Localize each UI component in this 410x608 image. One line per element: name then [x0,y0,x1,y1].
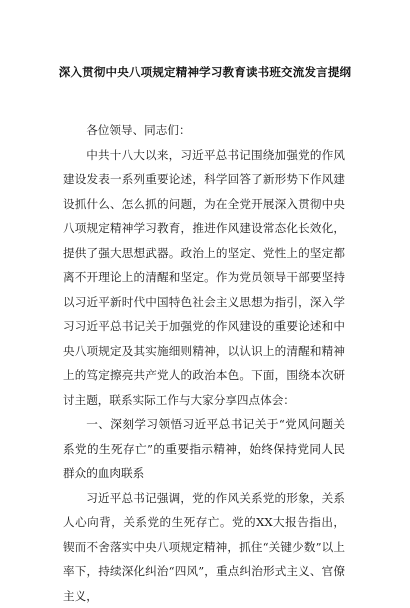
document-body [63,118,345,608]
section-heading: 一、深刻学习领悟习近平总书记关于“党风问题关系党的生死存亡”的重要指示精神，始终保持党同人民群众的血肉联系 [63,412,345,486]
intro-paragraph: 中共十八大以来，习近平总书记围绕加强党的作风建设发表一系列重要论述，科学回答了新形势下作风建设抓什么、怎么抓的问题，为在全党开展深入贯彻中央八项规定精神学习教育，推进作风建设常态化长效化，提供了强大思想武器。政治上的坚定、党性上的坚定都离不开理论上的清醒和坚定。作为党员领导干部要坚持以习近平新时代中国特色社会主义思想为指引，深入学习习近平总书记关于加强党的作风建设的重要论述和中央八项规定及其实施细则精神，以认识上的清醒和精神上的笃定擦亮共产党人的政治本色。下面，围绕本次研讨主题，联系实际工作与大家分享四点体会： [63,143,345,413]
greeting-line: 各位领导、同志们： [63,118,345,143]
section-paragraph: 习近平总书记强调，党的作风关系党的形象，关系人心向背，关系党的生死存亡。党的XX大报告指出，锲而不舍落实中央八项规定精神，抓住“关键少数”以上率下，持续深化纠治“四风”，重点纠治形式主义、官僚主义， [63,486,345,608]
document-title: 深入贯彻中央八项规定精神学习教育读书班交流发言提纲 [0,64,410,80]
